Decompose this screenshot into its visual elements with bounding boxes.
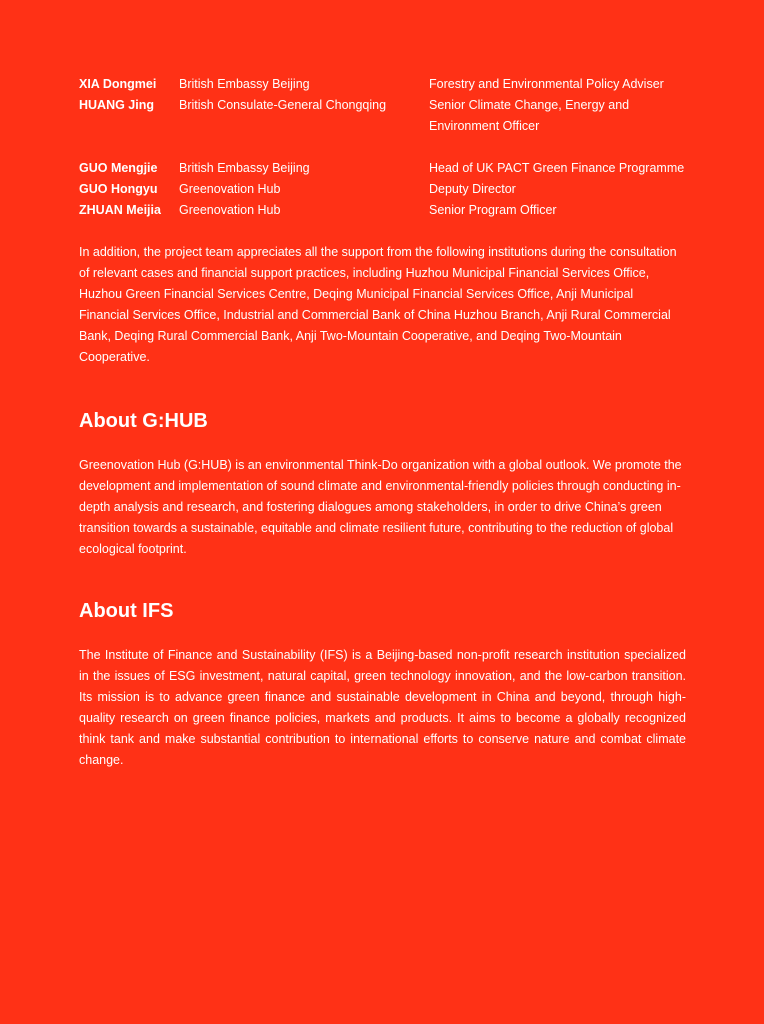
contact-role: Senior Climate Change, Energy and Environment Officer [429, 98, 630, 133]
contact-name: GUO Hongyu [79, 182, 158, 196]
contact-organization: British Embassy Beijing [179, 161, 310, 175]
contact-spacer [79, 137, 686, 158]
contact-role: Head of UK PACT Green Finance Programme [429, 161, 685, 175]
contact-organization: Greenovation Hub [179, 203, 281, 217]
report-page [79, 74, 686, 771]
contact-name: GUO Mengjie [79, 161, 158, 175]
contact-row [79, 158, 686, 179]
contact-name: XIA Dongmei [79, 77, 157, 91]
contact-organization: British Embassy Beijing [179, 77, 310, 91]
contact-organization: Greenovation Hub [179, 182, 281, 196]
contact-list [79, 74, 686, 221]
ghub-description: Greenovation Hub (G:HUB) is an environmental Think-Do organization with a global outlook. We promote the development and implementation of sound climate and environmental-friendly policies through conducting in-depth analysis and research, and fostering dialogues among stakeholders, in order to drive China’s green transition towards a sustainable, equitable and climate resilient future, contributing to the reduction of global ecological footprint. [79, 458, 682, 556]
contact-role: Forestry and Environmental Policy Adviser [429, 77, 664, 91]
section-title-ifs: About IFS [79, 600, 174, 622]
contact-row [79, 200, 686, 221]
contact-row [79, 74, 686, 95]
section-title-ghub: About G:HUB [79, 410, 208, 432]
contact-name: ZHUAN Meijia [79, 203, 161, 217]
acknowledgement-paragraph: In addition, the project team appreciates all the support from the following institutions during the consultation of relevant cases and financial support practices, including Huzhou Municipal Financial Services Office, Huzhou Green Financial Services Centre, Deqing Municipal Financial Services Office, Anji Municipal Financial Services Office, Industrial and Commercial Bank of China Huzhou Branch, Anji Rural Commercial Bank, Deqing Rural Commercial Bank, Anji Two-Mountain Cooperative, and Deqing Two-Mountain Cooperative. [79, 245, 677, 364]
contact-role: Senior Program Officer [429, 203, 557, 217]
ifs-description: The Institute of Finance and Sustainability (IFS) is a Beijing-based non-profit research institution specialized in the issues of ESG investment, natural capital, green technology innovation, and the low-carbon transition. Its mission is to advance green finance and sustainable development in China and beyond, through high-quality research on green finance policies, markets and products. It aims to become a globally recognized think tank and make substantial contribution to international efforts to conserve nature and combat climate change. [79, 648, 686, 767]
contact-organization: British Consulate-General Chongqing [179, 98, 387, 112]
contact-name: HUANG Jing [79, 98, 154, 112]
contact-role: Deputy Director [429, 182, 516, 196]
contact-row [79, 179, 686, 200]
contact-row [79, 95, 686, 137]
